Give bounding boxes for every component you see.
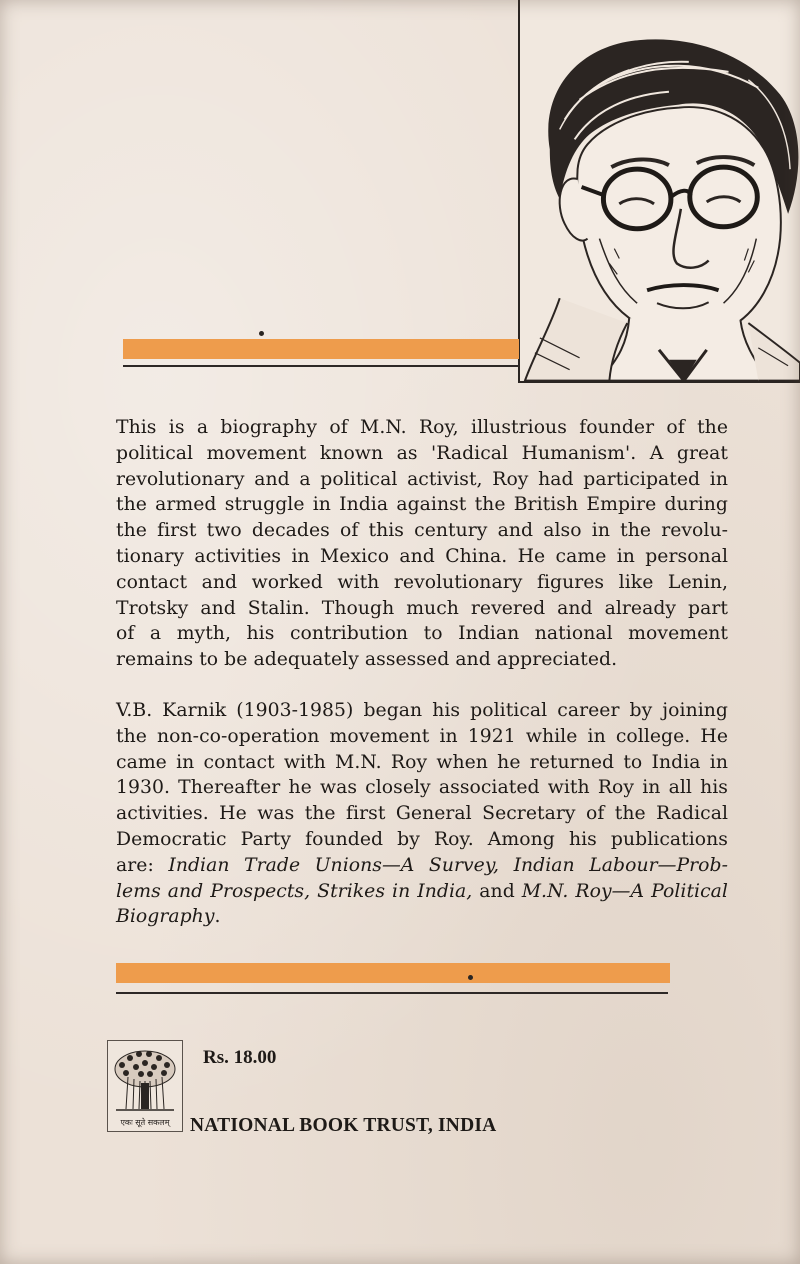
bio-paragraph <box>116 698 728 930</box>
speck <box>468 975 473 980</box>
bio-line: Democratic Party founded by Roy. Among his publications <box>116 828 728 850</box>
publication-titles: Biography <box>116 906 215 928</box>
price-label: Rs. 18.00 <box>203 1047 277 1068</box>
description-line: of a myth, his contribution to Indian national movement <box>116 623 728 645</box>
logo-motto: एकः सूते सकलम् <box>120 1118 170 1127</box>
publication-titles: lems and Prospects, Strikes in India, <box>116 880 473 902</box>
description-line: the armed struggle in India against the British Empire during <box>116 494 728 516</box>
banyan-tree-icon <box>108 1041 182 1117</box>
rule-bottom <box>116 992 668 994</box>
bio-text: are: <box>116 854 169 876</box>
publication-titles: Indian Trade Unions—A Survey, Indian Labour—Prob- <box>168 854 728 876</box>
bio-line: V.B. Karnik (1903-1985) began his political career by joining <box>116 700 728 721</box>
description-line: remains to be adequately assessed and appreciated. <box>116 649 618 671</box>
description-line: contact and worked with revolutionary figures like Lenin, <box>116 571 728 593</box>
publisher-logo <box>107 1040 183 1132</box>
description-line: revolutionary and a political activist, Roy had participated in <box>116 468 728 490</box>
bio-line <box>116 853 728 879</box>
rule-top <box>123 365 519 367</box>
bio-line <box>116 879 728 905</box>
book-description <box>116 415 728 673</box>
portrait-sketch-icon <box>520 0 800 381</box>
orange-divider-bottom <box>116 963 670 983</box>
bio-line: activities. He was the first General Secretary of the Radical <box>116 803 728 825</box>
description-line: Trotsky and Stalin. Though much revered and already part <box>116 597 728 619</box>
description-line: tionary activities in Mexico and China. He came in personal <box>116 545 728 567</box>
author-bio <box>116 698 728 930</box>
description-line: This is a biography of M.N. Roy, illustrious founder of the <box>116 417 728 438</box>
bio-text: . <box>214 906 221 928</box>
description-paragraph <box>116 415 728 673</box>
bio-text: and <box>472 880 522 902</box>
author-portrait <box>518 0 800 383</box>
description-line: political movement known as 'Radical Humanism'. A great <box>116 442 728 464</box>
bio-line: came in contact with M.N. Roy when he returned to India in <box>116 751 728 773</box>
orange-divider-top <box>123 339 519 359</box>
bio-line <box>116 904 728 930</box>
bio-line: the non-co-operation movement in 1921 while in college. He <box>116 725 728 747</box>
description-line: the first two decades of this century and also in the revolu- <box>116 520 728 542</box>
bio-line: 1930. Thereafter he was closely associated with Roy in all his <box>116 777 728 799</box>
publication-titles: M.N. Roy—A Political <box>521 880 728 902</box>
publisher-name: NATIONAL BOOK TRUST, INDIA <box>190 1115 497 1136</box>
speck <box>259 331 264 336</box>
